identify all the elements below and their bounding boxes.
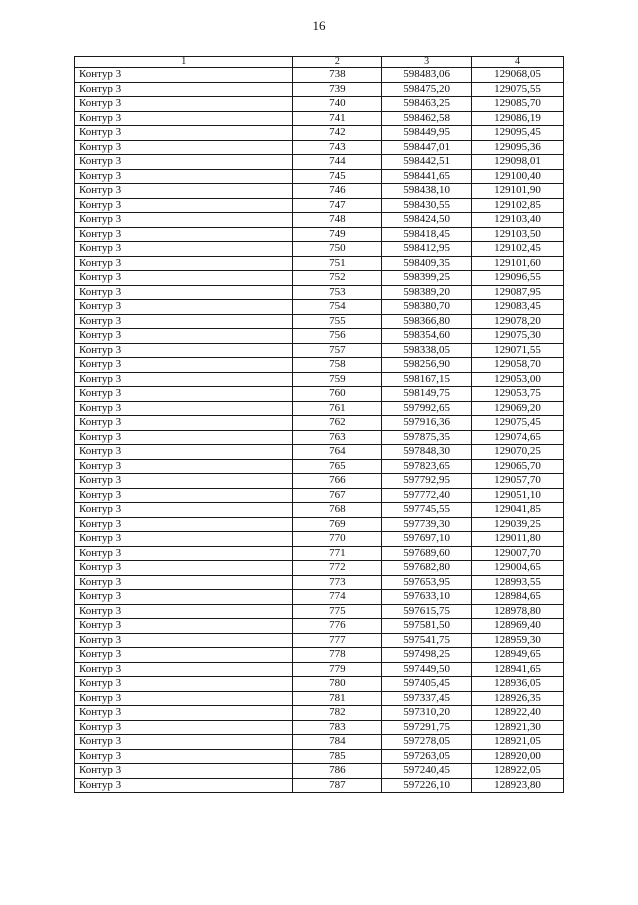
point-number-cell: 782	[293, 706, 382, 721]
x-coordinate-cell: 598424,50	[382, 213, 472, 228]
contour-cell: Контур 3	[75, 198, 293, 213]
table-row	[75, 517, 564, 532]
point-number-cell: 746	[293, 184, 382, 199]
table-row	[75, 691, 564, 706]
table-row	[75, 300, 564, 315]
y-coordinate-cell: 129103,40	[472, 213, 564, 228]
y-coordinate-cell: 129004,65	[472, 561, 564, 576]
point-number-cell: 771	[293, 546, 382, 561]
point-number-cell: 786	[293, 764, 382, 779]
x-coordinate-cell: 598483,06	[382, 68, 472, 83]
point-number-cell: 776	[293, 619, 382, 634]
table-row	[75, 68, 564, 83]
contour-cell: Контур 3	[75, 97, 293, 112]
table-row	[75, 503, 564, 518]
table-row	[75, 590, 564, 605]
x-coordinate-cell: 597263,05	[382, 749, 472, 764]
table-row	[75, 416, 564, 431]
point-number-cell: 738	[293, 68, 382, 83]
table-row	[75, 372, 564, 387]
contour-cell: Контур 3	[75, 68, 293, 83]
y-coordinate-cell: 128921,30	[472, 720, 564, 735]
point-number-cell: 754	[293, 300, 382, 315]
y-coordinate-cell: 128921,05	[472, 735, 564, 750]
x-coordinate-cell: 598447,01	[382, 140, 472, 155]
contour-cell: Контур 3	[75, 256, 293, 271]
point-number-cell: 750	[293, 242, 382, 257]
x-coordinate-cell: 597653,95	[382, 575, 472, 590]
y-coordinate-cell: 129068,05	[472, 68, 564, 83]
contour-cell: Контур 3	[75, 662, 293, 677]
table-row	[75, 648, 564, 663]
x-coordinate-cell: 597240,45	[382, 764, 472, 779]
contour-cell: Контур 3	[75, 285, 293, 300]
table-row	[75, 329, 564, 344]
y-coordinate-cell: 129101,90	[472, 184, 564, 199]
point-number-cell: 772	[293, 561, 382, 576]
y-coordinate-cell: 129101,60	[472, 256, 564, 271]
point-number-cell: 741	[293, 111, 382, 126]
contour-cell: Контур 3	[75, 401, 293, 416]
table-row	[75, 184, 564, 199]
table-row	[75, 401, 564, 416]
point-number-cell: 749	[293, 227, 382, 242]
x-coordinate-cell: 597875,35	[382, 430, 472, 445]
point-number-cell: 744	[293, 155, 382, 170]
point-number-cell: 769	[293, 517, 382, 532]
contour-cell: Контур 3	[75, 546, 293, 561]
table-row	[75, 546, 564, 561]
point-number-cell: 767	[293, 488, 382, 503]
table-row	[75, 532, 564, 547]
point-number-cell: 753	[293, 285, 382, 300]
point-number-cell: 748	[293, 213, 382, 228]
x-coordinate-cell: 597697,10	[382, 532, 472, 547]
contour-cell: Контур 3	[75, 184, 293, 199]
contour-cell: Контур 3	[75, 648, 293, 663]
contour-cell: Контур 3	[75, 213, 293, 228]
contour-cell: Контур 3	[75, 300, 293, 315]
y-coordinate-cell: 129086,19	[472, 111, 564, 126]
x-coordinate-cell: 598256,90	[382, 358, 472, 373]
point-number-cell: 756	[293, 329, 382, 344]
contour-cell: Контур 3	[75, 590, 293, 605]
x-coordinate-cell: 598380,70	[382, 300, 472, 315]
contour-cell: Контур 3	[75, 691, 293, 706]
contour-cell: Контур 3	[75, 430, 293, 445]
x-coordinate-cell: 598463,25	[382, 97, 472, 112]
table-row	[75, 633, 564, 648]
point-number-cell: 742	[293, 126, 382, 141]
coordinates-table	[74, 56, 564, 793]
point-number-cell: 755	[293, 314, 382, 329]
x-coordinate-cell: 597581,50	[382, 619, 472, 634]
x-coordinate-cell: 597337,45	[382, 691, 472, 706]
contour-cell: Контур 3	[75, 169, 293, 184]
x-coordinate-cell: 598430,55	[382, 198, 472, 213]
x-coordinate-cell: 597916,36	[382, 416, 472, 431]
table-row	[75, 662, 564, 677]
point-number-cell: 762	[293, 416, 382, 431]
x-coordinate-cell: 598366,80	[382, 314, 472, 329]
contour-cell: Контур 3	[75, 517, 293, 532]
table-row	[75, 213, 564, 228]
point-number-cell: 768	[293, 503, 382, 518]
table-row	[75, 97, 564, 112]
x-coordinate-cell: 598338,05	[382, 343, 472, 358]
point-number-cell: 783	[293, 720, 382, 735]
contour-cell: Контур 3	[75, 329, 293, 344]
table-row	[75, 242, 564, 257]
x-coordinate-cell: 598418,45	[382, 227, 472, 242]
table-row	[75, 140, 564, 155]
table-row	[75, 575, 564, 590]
y-coordinate-cell: 128984,65	[472, 590, 564, 605]
y-coordinate-cell: 129058,70	[472, 358, 564, 373]
point-number-cell: 761	[293, 401, 382, 416]
y-coordinate-cell: 128923,80	[472, 778, 564, 793]
point-number-cell: 770	[293, 532, 382, 547]
table-row	[75, 155, 564, 170]
contour-cell: Контур 3	[75, 387, 293, 402]
y-coordinate-cell: 129103,50	[472, 227, 564, 242]
point-number-cell: 745	[293, 169, 382, 184]
y-coordinate-cell: 129074,65	[472, 430, 564, 445]
y-coordinate-cell: 129100,40	[472, 169, 564, 184]
point-number-cell: 775	[293, 604, 382, 619]
x-coordinate-cell: 598167,15	[382, 372, 472, 387]
x-coordinate-cell: 597848,30	[382, 445, 472, 460]
table-row	[75, 358, 564, 373]
contour-cell: Контур 3	[75, 82, 293, 97]
table-row	[75, 314, 564, 329]
contour-cell: Контур 3	[75, 677, 293, 692]
x-coordinate-cell: 597772,40	[382, 488, 472, 503]
contour-cell: Контур 3	[75, 227, 293, 242]
point-number-cell: 760	[293, 387, 382, 402]
y-coordinate-cell: 129102,85	[472, 198, 564, 213]
contour-cell: Контур 3	[75, 343, 293, 358]
point-number-cell: 777	[293, 633, 382, 648]
point-number-cell: 784	[293, 735, 382, 750]
table-row	[75, 561, 564, 576]
contour-cell: Контур 3	[75, 575, 293, 590]
x-coordinate-cell: 597615,75	[382, 604, 472, 619]
column-header-2: 2	[293, 57, 382, 68]
x-coordinate-cell: 597449,50	[382, 662, 472, 677]
contour-cell: Контур 3	[75, 749, 293, 764]
y-coordinate-cell: 128926,35	[472, 691, 564, 706]
y-coordinate-cell: 129102,45	[472, 242, 564, 257]
x-coordinate-cell: 598409,35	[382, 256, 472, 271]
table-row	[75, 604, 564, 619]
table-row	[75, 778, 564, 793]
contour-cell: Контур 3	[75, 111, 293, 126]
table-row	[75, 198, 564, 213]
x-coordinate-cell: 597792,95	[382, 474, 472, 489]
x-coordinate-cell: 598389,20	[382, 285, 472, 300]
point-number-cell: 752	[293, 271, 382, 286]
x-coordinate-cell: 597226,10	[382, 778, 472, 793]
contour-cell: Контур 3	[75, 503, 293, 518]
table-row	[75, 445, 564, 460]
contour-cell: Контур 3	[75, 314, 293, 329]
x-coordinate-cell: 598475,20	[382, 82, 472, 97]
contour-cell: Контур 3	[75, 155, 293, 170]
x-coordinate-cell: 598149,75	[382, 387, 472, 402]
x-coordinate-cell: 598449,95	[382, 126, 472, 141]
point-number-cell: 785	[293, 749, 382, 764]
table-row	[75, 82, 564, 97]
contour-cell: Контур 3	[75, 271, 293, 286]
y-coordinate-cell: 128949,65	[472, 648, 564, 663]
table-row	[75, 459, 564, 474]
x-coordinate-cell: 597405,45	[382, 677, 472, 692]
column-header-3: 3	[382, 57, 472, 68]
contour-cell: Контур 3	[75, 633, 293, 648]
y-coordinate-cell: 129075,30	[472, 329, 564, 344]
table-row	[75, 474, 564, 489]
x-coordinate-cell: 598438,10	[382, 184, 472, 199]
contour-cell: Контур 3	[75, 532, 293, 547]
table-row	[75, 111, 564, 126]
table-row	[75, 271, 564, 286]
point-number-cell: 763	[293, 430, 382, 445]
contour-cell: Контур 3	[75, 140, 293, 155]
y-coordinate-cell: 129053,75	[472, 387, 564, 402]
y-coordinate-cell: 129007,70	[472, 546, 564, 561]
contour-cell: Контур 3	[75, 488, 293, 503]
x-coordinate-cell: 598441,65	[382, 169, 472, 184]
contour-cell: Контур 3	[75, 445, 293, 460]
y-coordinate-cell: 128922,05	[472, 764, 564, 779]
y-coordinate-cell: 129069,20	[472, 401, 564, 416]
table-row	[75, 749, 564, 764]
table-row	[75, 169, 564, 184]
contour-cell: Контур 3	[75, 619, 293, 634]
contour-cell: Контур 3	[75, 358, 293, 373]
point-number-cell: 774	[293, 590, 382, 605]
contour-cell: Контур 3	[75, 764, 293, 779]
y-coordinate-cell: 128978,80	[472, 604, 564, 619]
x-coordinate-cell: 597278,05	[382, 735, 472, 750]
y-coordinate-cell: 128969,40	[472, 619, 564, 634]
point-number-cell: 743	[293, 140, 382, 155]
x-coordinate-cell: 597633,10	[382, 590, 472, 605]
table-row	[75, 285, 564, 300]
table-row	[75, 343, 564, 358]
y-coordinate-cell: 129075,55	[472, 82, 564, 97]
y-coordinate-cell: 129075,45	[472, 416, 564, 431]
table-body	[75, 68, 564, 793]
y-coordinate-cell: 129095,45	[472, 126, 564, 141]
contour-cell: Контур 3	[75, 126, 293, 141]
y-coordinate-cell: 129098,01	[472, 155, 564, 170]
y-coordinate-cell: 128922,40	[472, 706, 564, 721]
y-coordinate-cell: 128959,30	[472, 633, 564, 648]
point-number-cell: 747	[293, 198, 382, 213]
x-coordinate-cell: 597310,20	[382, 706, 472, 721]
table-row	[75, 256, 564, 271]
y-coordinate-cell: 129041,85	[472, 503, 564, 518]
y-coordinate-cell: 129083,45	[472, 300, 564, 315]
table-row	[75, 706, 564, 721]
point-number-cell: 781	[293, 691, 382, 706]
y-coordinate-cell: 129057,70	[472, 474, 564, 489]
point-number-cell: 779	[293, 662, 382, 677]
column-header-4: 4	[472, 57, 564, 68]
column-header-1: 1	[75, 57, 293, 68]
point-number-cell: 740	[293, 97, 382, 112]
table-row	[75, 764, 564, 779]
point-number-cell: 787	[293, 778, 382, 793]
x-coordinate-cell: 597823,65	[382, 459, 472, 474]
x-coordinate-cell: 598399,25	[382, 271, 472, 286]
point-number-cell: 765	[293, 459, 382, 474]
x-coordinate-cell: 598412,95	[382, 242, 472, 257]
y-coordinate-cell: 129087,95	[472, 285, 564, 300]
contour-cell: Контур 3	[75, 735, 293, 750]
contour-cell: Контур 3	[75, 561, 293, 576]
point-number-cell: 757	[293, 343, 382, 358]
x-coordinate-cell: 597498,25	[382, 648, 472, 663]
x-coordinate-cell: 597689,60	[382, 546, 472, 561]
y-coordinate-cell: 129011,80	[472, 532, 564, 547]
table-row	[75, 126, 564, 141]
contour-cell: Контур 3	[75, 372, 293, 387]
point-number-cell: 778	[293, 648, 382, 663]
y-coordinate-cell: 129053,00	[472, 372, 564, 387]
x-coordinate-cell: 597739,30	[382, 517, 472, 532]
table-row	[75, 430, 564, 445]
table-row	[75, 735, 564, 750]
y-coordinate-cell: 128920,00	[472, 749, 564, 764]
table-row	[75, 619, 564, 634]
x-coordinate-cell: 598354,60	[382, 329, 472, 344]
y-coordinate-cell: 129071,55	[472, 343, 564, 358]
y-coordinate-cell: 129070,25	[472, 445, 564, 460]
table-row	[75, 720, 564, 735]
point-number-cell: 751	[293, 256, 382, 271]
header-row	[75, 57, 564, 68]
y-coordinate-cell: 129078,20	[472, 314, 564, 329]
y-coordinate-cell: 128941,65	[472, 662, 564, 677]
table-row	[75, 677, 564, 692]
x-coordinate-cell: 597541,75	[382, 633, 472, 648]
table-row	[75, 227, 564, 242]
y-coordinate-cell: 129095,36	[472, 140, 564, 155]
x-coordinate-cell: 598462,58	[382, 111, 472, 126]
point-number-cell: 780	[293, 677, 382, 692]
contour-cell: Контур 3	[75, 474, 293, 489]
y-coordinate-cell: 128936,05	[472, 677, 564, 692]
contour-cell: Контур 3	[75, 778, 293, 793]
x-coordinate-cell: 597745,55	[382, 503, 472, 518]
x-coordinate-cell: 597682,80	[382, 561, 472, 576]
y-coordinate-cell: 129051,10	[472, 488, 564, 503]
y-coordinate-cell: 128993,55	[472, 575, 564, 590]
point-number-cell: 773	[293, 575, 382, 590]
x-coordinate-cell: 597291,75	[382, 720, 472, 735]
contour-cell: Контур 3	[75, 459, 293, 474]
point-number-cell: 759	[293, 372, 382, 387]
point-number-cell: 766	[293, 474, 382, 489]
table-row	[75, 387, 564, 402]
contour-cell: Контур 3	[75, 706, 293, 721]
table-header	[75, 57, 564, 68]
contour-cell: Контур 3	[75, 416, 293, 431]
y-coordinate-cell: 129065,70	[472, 459, 564, 474]
contour-cell: Контур 3	[75, 242, 293, 257]
contour-cell: Контур 3	[75, 604, 293, 619]
contour-cell: Контур 3	[75, 720, 293, 735]
point-number-cell: 739	[293, 82, 382, 97]
y-coordinate-cell: 129096,55	[472, 271, 564, 286]
table-row	[75, 488, 564, 503]
point-number-cell: 764	[293, 445, 382, 460]
y-coordinate-cell: 129039,25	[472, 517, 564, 532]
x-coordinate-cell: 598442,51	[382, 155, 472, 170]
page-number: 16	[312, 18, 326, 33]
y-coordinate-cell: 129085,70	[472, 97, 564, 112]
point-number-cell: 758	[293, 358, 382, 373]
x-coordinate-cell: 597992,65	[382, 401, 472, 416]
